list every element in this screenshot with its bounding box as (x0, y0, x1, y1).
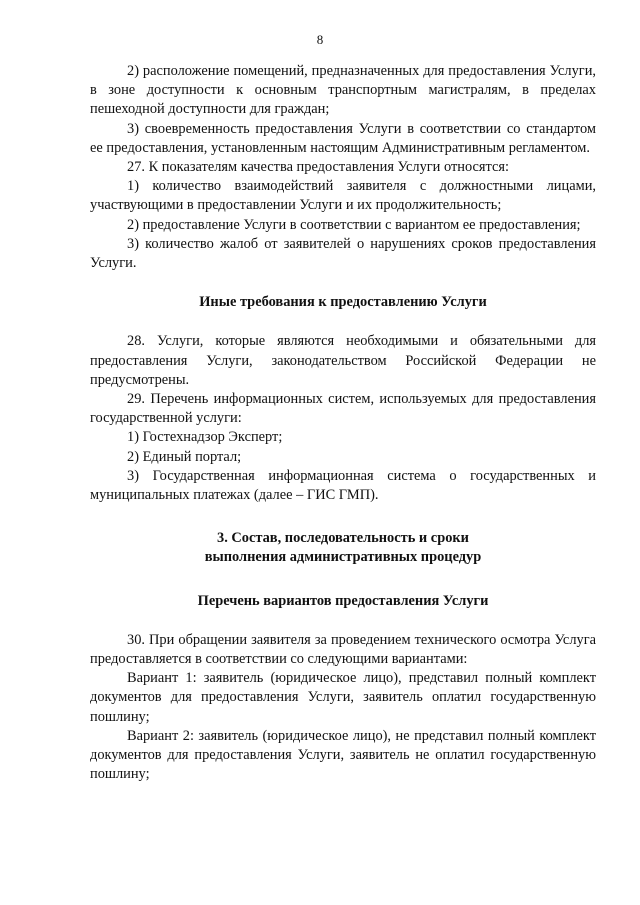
paragraph-29: 29. Перечень информационных систем, используемых для предоставления государственной услуги: (90, 391, 596, 427)
paragraph-variant-1: Вариант 1: заявитель (юридическое лицо), представил полный комплект документов для предоставления Услуги, заявитель оплатил государственную пошлину; (90, 670, 596, 725)
paragraph-3-timeliness: 3) своевременность предоставления Услуги в соответствии со стандартом ее предоставления, установленным настоящим Административным регламентом. (90, 120, 596, 156)
paragraph-28: 28. Услуги, которые являются необходимыми и обязательными для предоставления Услуги, законодательством Российской Федерации не предусмотрены. (90, 333, 596, 388)
paragraph-system-2: 2) Единый портал; (127, 448, 242, 465)
paragraph-system-1: 1) Гостехнадзор Эксперт; (127, 429, 283, 446)
paragraph-27-quality-indicators: 27. К показателям качества предоставления Услуги относятся: (127, 159, 510, 176)
document-body (90, 62, 596, 785)
paragraph-quality-1: 1) количество взаимодействий заявителя с должностными лицами, участвующими в предоставлении Услуги и их продолжительность; (90, 178, 596, 214)
page-number: 8 (316, 32, 324, 47)
paragraph-2-location: 2) расположение помещений, предназначенных для предоставления Услуги, в зоне доступности к основным транспортным магистралям, в пределах пешеходной доступности для граждан; (90, 63, 596, 118)
paragraph-quality-3: 3) количество жалоб от заявителей о нарушениях сроков предоставления Услуги. (90, 235, 596, 272)
heading-variants-list: Перечень вариантов предоставления Услуги (197, 592, 489, 609)
section-3-heading-line1: 3. Состав, последовательность и сроки (217, 530, 469, 547)
heading-other-requirements: Иные требования к предоставлению Услуги (199, 294, 487, 311)
paragraph-30: 30. При обращении заявителя за проведением технического осмотра Услуга предоставляется в соответствии со следующими вариантами: (90, 631, 596, 668)
paragraph-quality-2: 2) предоставление Услуги в соответствии с вариантом ее предоставления; (127, 216, 581, 233)
section-3-heading-line2: выполнения административных процедур (204, 549, 482, 566)
paragraph-variant-2: Вариант 2: заявитель (юридическое лицо), не представил полный комплект документов для предоставления Услуги, заявитель не оплатил государственную пошлину; (90, 727, 596, 783)
paragraph-system-3: 3) Государственная информационная система о государственных и муниципальных платежах (далее – ГИС ГМП). (90, 467, 596, 504)
